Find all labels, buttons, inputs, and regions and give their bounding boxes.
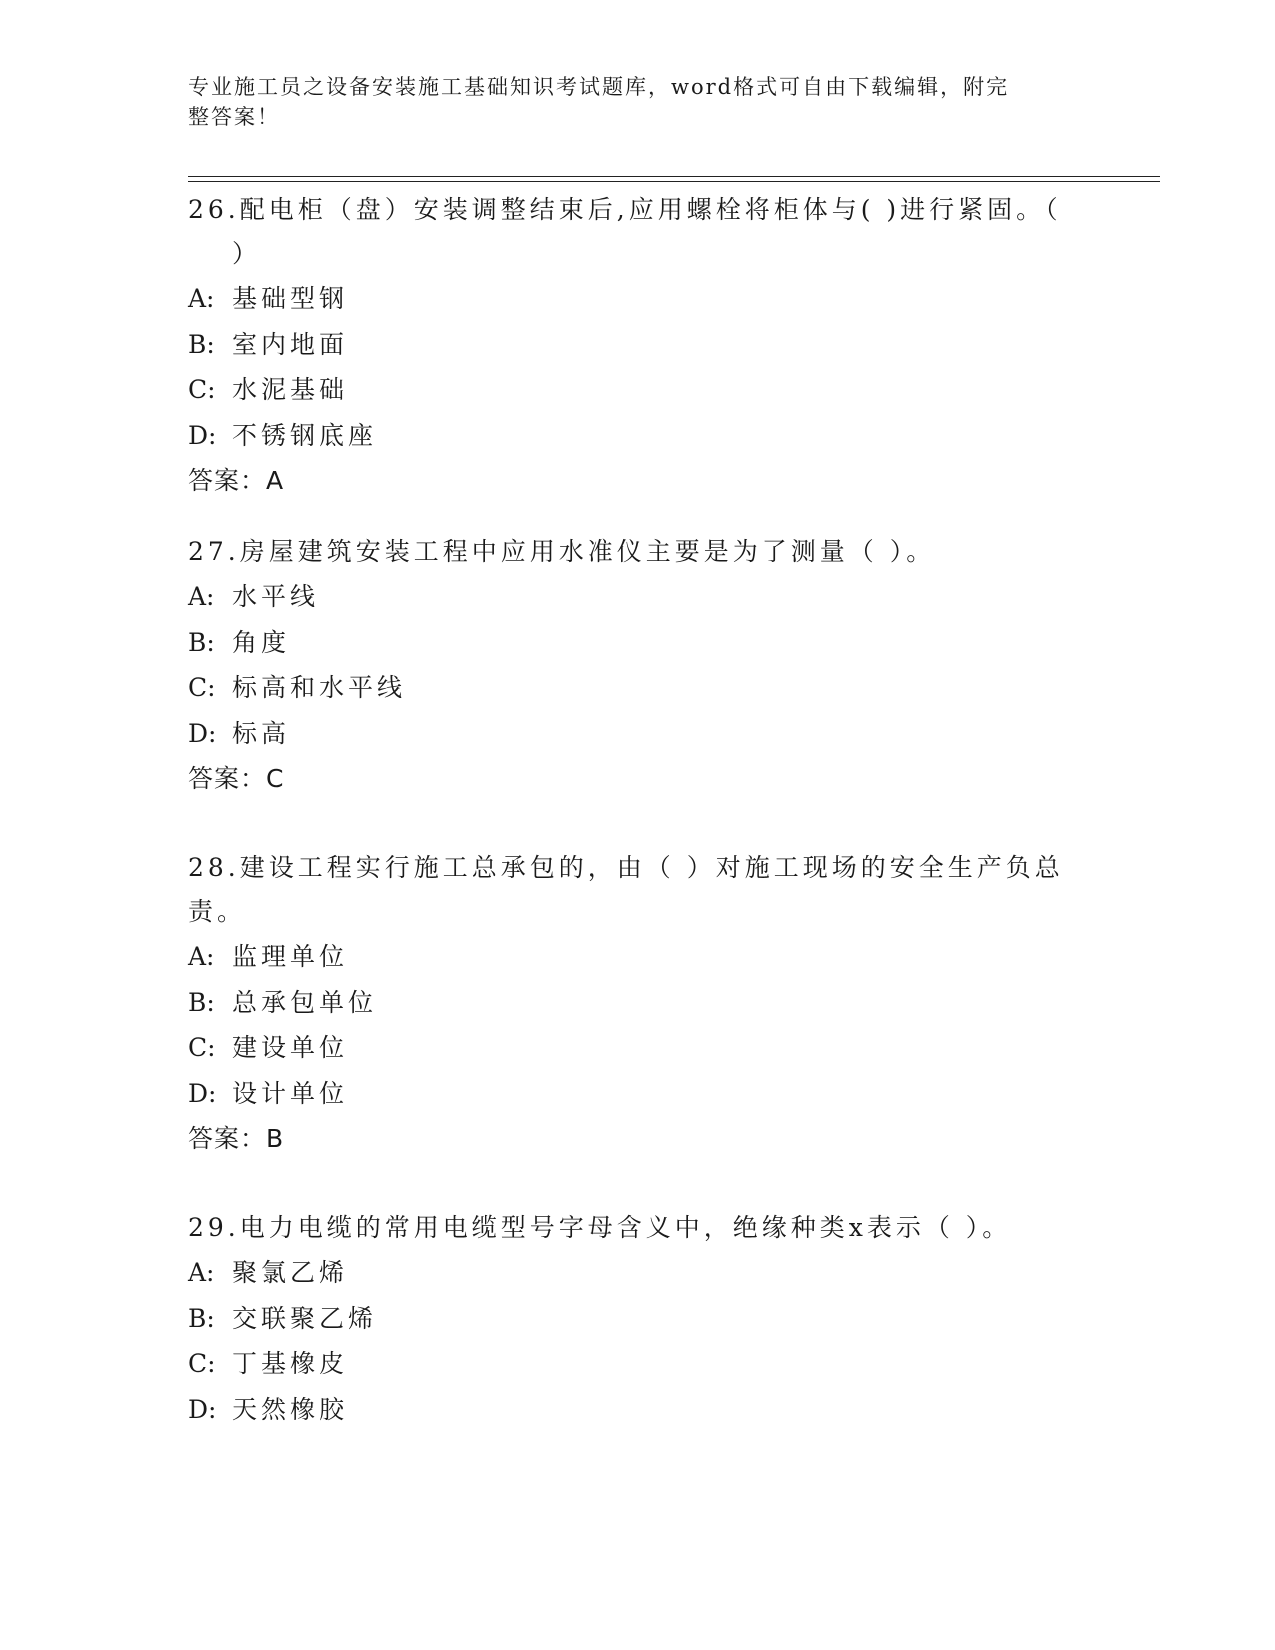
question-stem xyxy=(188,1206,1068,1250)
option-text: 水泥基础 xyxy=(232,375,349,404)
option-text: 不锈钢底座 xyxy=(232,420,378,450)
option-b xyxy=(188,980,1068,1026)
option-text: 聚氯乙烯 xyxy=(232,1258,349,1287)
option-d xyxy=(188,1071,1068,1117)
option-c xyxy=(188,367,1068,413)
option-text: 丁基橡皮 xyxy=(232,1349,349,1378)
answer-label: 答案：B xyxy=(188,1124,285,1153)
question-stem-line-1: 26.配电柜（盘）安装调整结束后,应用螺栓将柜体与( )进行紧固。（ xyxy=(188,195,1062,224)
option-text: 水平线 xyxy=(232,582,320,611)
option-letter: B: xyxy=(188,329,215,359)
option-a xyxy=(188,276,1068,322)
option-text: 总承包单位 xyxy=(232,987,378,1017)
question-26 xyxy=(188,188,1068,504)
option-text: 监理单位 xyxy=(232,942,349,971)
document-header xyxy=(188,72,1068,132)
header-line-2: 整答案！ xyxy=(188,105,280,129)
question-29 xyxy=(188,1206,1068,1432)
question-27 xyxy=(188,530,1068,802)
option-letter: C: xyxy=(188,1033,216,1062)
option-b xyxy=(188,322,1068,368)
question-stem-line-1: 29.电力电缆的常用电缆型号字母含义中，绝缘种类x表示（ ）。 xyxy=(188,1213,1012,1242)
option-b xyxy=(188,620,1068,666)
header-divider-top xyxy=(188,176,1160,177)
option-text: 天然橡胶 xyxy=(232,1394,349,1424)
header-line-1: 专业施工员之设备安装施工基础知识考试题库，word格式可自由下载编辑，附完 xyxy=(188,75,1010,99)
option-letter: C: xyxy=(188,1349,216,1378)
option-c xyxy=(188,1341,1068,1387)
option-text: 角度 xyxy=(232,627,291,657)
question-stem xyxy=(188,188,1068,276)
option-letter: A: xyxy=(188,1258,215,1287)
option-a xyxy=(188,1250,1068,1296)
question-stem-line-2: ） xyxy=(232,239,262,268)
option-a xyxy=(188,574,1068,620)
option-a xyxy=(188,934,1068,980)
question-stem-line-1: 28.建设工程实行施工总承包的，由（ ）对施工现场的安全生产负总 xyxy=(188,853,1064,882)
option-text: 室内地面 xyxy=(232,329,349,359)
option-letter: A: xyxy=(188,582,215,611)
header-divider-bottom xyxy=(188,181,1160,182)
option-text: 建设单位 xyxy=(232,1033,349,1062)
option-text: 标高和水平线 xyxy=(232,673,407,702)
option-d xyxy=(188,413,1068,459)
option-text: 设计单位 xyxy=(232,1078,349,1108)
option-letter: C: xyxy=(188,673,216,702)
question-stem xyxy=(188,530,1068,574)
option-letter: A: xyxy=(188,284,215,313)
question-stem xyxy=(188,846,1068,934)
question-28 xyxy=(188,846,1068,1162)
option-text: 交联聚乙烯 xyxy=(232,1303,378,1333)
answer-label: 答案：C xyxy=(188,764,285,793)
option-letter: D: xyxy=(188,420,217,450)
option-letter: D: xyxy=(188,718,217,748)
option-text: 标高 xyxy=(232,718,291,748)
option-d xyxy=(188,1387,1068,1433)
question-stem-line-2: 责。 xyxy=(188,897,247,926)
option-d xyxy=(188,711,1068,757)
option-letter: B: xyxy=(188,627,215,657)
option-c xyxy=(188,1025,1068,1071)
option-b xyxy=(188,1296,1068,1342)
option-letter: B: xyxy=(188,987,215,1017)
option-letter: D: xyxy=(188,1394,217,1424)
option-letter: D: xyxy=(188,1078,217,1108)
option-letter: A: xyxy=(188,942,215,971)
question-stem-line-1: 27.房屋建筑安装工程中应用水准仪主要是为了测量（ ）。 xyxy=(188,537,936,566)
option-letter: B: xyxy=(188,1303,215,1333)
option-c xyxy=(188,665,1068,711)
answer-label: 答案：A xyxy=(188,466,285,495)
option-letter: C: xyxy=(188,375,216,404)
option-text: 基础型钢 xyxy=(232,284,349,313)
